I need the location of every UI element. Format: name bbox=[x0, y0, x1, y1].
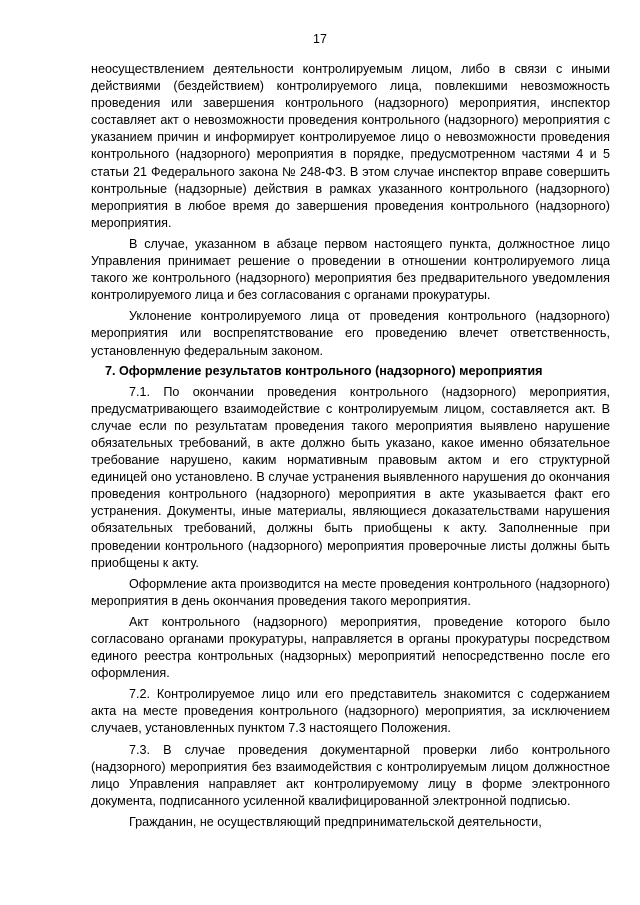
paragraph-7-3: 7.3. В случае проведения документарной проверки либо контрольного (надзорного) мероприятия без взаимодействия с контролируемым лицом должностное лицо Управления направляет акт контролируемому лицу в форме электронного документа, подписанного усиленной квалифицированной электронной подписью. bbox=[91, 742, 610, 808]
paragraph-evasion-liability: Уклонение контролируемого лица от проведения контрольного (надзорного) мероприятия или воспрепятствование его проведению влечет ответственность, установленную федеральным законом. bbox=[91, 309, 610, 358]
paragraph-act-prosecutor: Акт контрольного (надзорного) мероприятия, проведение которого было согласовано органами прокуратуры, направляется в органы прокуратуры посредством единого реестра контрольных (надзорных) мероприятий непосредственно после его оформления. bbox=[91, 614, 610, 681]
paragraph-continuation: неосуществлением деятельности контролируемым лицом, либо в связи с иными действиями (бездействием) контролируемого лица, повлекшими невозможность проведения или завершения контрольного (надзорного) мероприятия, инспектор составляет акт о невозможности проведения контрольного (надзорного) мероприятия с указанием причин и информирует контролируемое лицо о невозможности проведения контрольного (надзорного) мероприятия в порядке, предусмотренном частями 4 и 5 статьи 21 Федерального закона № 248-ФЗ. В этом случае инспектор вправе совершить контрольные (надзорные) действия в рамках указанного контрольного (надзорного) мероприятия в любое время до завершения проведения контрольного (надзорного) мероприятия. bbox=[91, 62, 610, 230]
paragraph-7-2: 7.2. Контролируемое лицо или его представитель знакомится с содержанием акта на месте проведения контрольного (надзорного) мероприятия, за исключением случаев, установленных пунктом 7.3 настоящего Положения. bbox=[91, 687, 610, 736]
paragraph-7-1: 7.1. По окончании проведения контрольного (надзорного) мероприятия, предусматривающего взаимодействие с контролируемым лицом, составляется акт. В случае если по результатам проведения такого мероприятия выявлено нарушение обязательных требований, в акте должно быть указано, какое именно обязательное требование нарушено, каким нормативным правовым актом и его структурной единицей оно установлено. В случае устранения выявленного нарушения до окончания проведения контрольного (надзорного) мероприятия в акте указывается факт его устранения. Документы, иные материалы, являющиеся доказательствами нарушения обязательных требований, должны быть приобщены к акту. Заполненные при проведении контрольного (надзорного) мероприятия проверочные листы должны быть приобщены к акту. bbox=[91, 384, 610, 570]
section-7-heading: 7. Оформление результатов контрольного (надзорного) мероприятия bbox=[105, 363, 543, 378]
paragraph-act-place: Оформление акта производится на месте проведения контрольного (надзорного) мероприятия в день окончания проведения такого мероприятия. bbox=[91, 576, 610, 608]
paragraph-citizen: Гражданин, не осуществляющий предпринимательской деятельности, bbox=[129, 814, 542, 829]
paragraph-repeat-decision: В случае, указанном в абзаце первом настоящего пункта, должностное лицо Управления принимает решение о проведении в отношении контролируемого лица такого же контрольного (надзорного) мероприятия без предварительного уведомления контролируемого лица и без согласования с органами прокуратуры. bbox=[91, 236, 610, 303]
page-number: 17 bbox=[313, 32, 327, 46]
document-body bbox=[91, 61, 610, 831]
